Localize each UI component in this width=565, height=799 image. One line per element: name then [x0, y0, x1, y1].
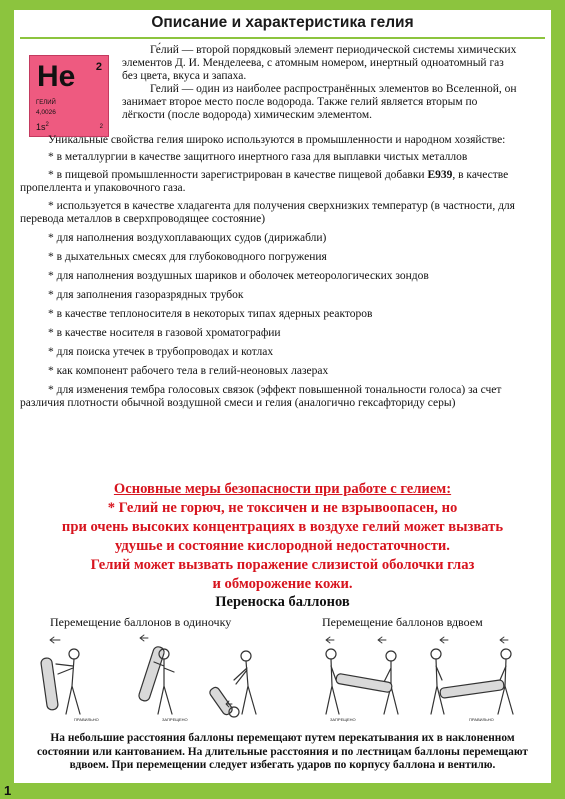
- use-item: * для поиска утечек в трубопроводах и котлах: [48, 346, 274, 358]
- page-title: Описание и характеристика гелия: [151, 14, 414, 31]
- element-number: 2: [95, 61, 102, 73]
- title-divider: [20, 37, 545, 39]
- element-config: [36, 122, 49, 132]
- food-additive-rest: , в качестве пропеллента и упаковочного газа.: [20, 169, 509, 194]
- page-number: 1: [4, 783, 12, 798]
- two-person-correct-figure: [431, 637, 513, 714]
- safety-line: Гелий может вызвать поражение слизистой оболочки глаз: [90, 557, 475, 573]
- use-item: * в качестве носителя в газовой хроматографии: [48, 327, 281, 339]
- safety-block: [34, 480, 531, 594]
- element-mass: 4,0026: [36, 109, 56, 116]
- uses-block: [20, 134, 544, 410]
- intro-paragraph-2: Гелий — один из наиболее распространённых элементов во Вселенной, он занимает второе место после водорода. Также гелий является вторым по лёгкости (после водорода) химическим элементом.: [122, 83, 517, 121]
- cylinder-carrying-illustration: [36, 628, 531, 722]
- element-name: ГЕЛИЙ: [36, 100, 56, 106]
- use-item: * для заполнения газоразрядных трубок: [48, 289, 244, 301]
- element-shell: 2: [99, 124, 103, 130]
- use-item: * как компонент рабочего тела в гелий-неоновых лазерах: [48, 365, 329, 377]
- two-person-forbidden-figure: [326, 637, 398, 714]
- forbidden-label-1: ЗАПРЕЩЕНО: [162, 717, 188, 722]
- use-item: * в дыхательных смесях для глубоководного погружения: [48, 251, 327, 263]
- element-config-sup: 2: [45, 122, 49, 128]
- use-item: * в металлургии в качестве защитного инертного газа для выплавки чистых металлов: [48, 151, 468, 163]
- footer-note: На небольшие расстояния баллоны перемещают путем перекатывания их в наклоненном состоянии или кантованием. На длительные расстояния и по лестницам баллоны перемещают вдвоем. При перемещении следует избегать ударов по корпусу баллона и вентилю.: [37, 732, 528, 771]
- carrying-title: Переноска баллонов: [215, 594, 350, 610]
- safety-line: и обморожение кожи.: [212, 576, 353, 592]
- single-carry-caption: Перемещение баллонов в одиночку: [50, 615, 232, 629]
- correct-label-2: ПРАВИЛЬНО: [469, 717, 494, 722]
- shoulder-carry-figure: [138, 635, 174, 714]
- intro-paragraph-3: Уникальные свойства гелия широко используются в промышленности и народном хозяйстве:: [48, 134, 506, 146]
- safety-heading: Основные меры безопасности при работе с гелием:: [113, 481, 452, 497]
- intro-paragraph-1: Ге́лий — второй порядковый элемент периодической системы химических элементов Д. И. Менделеева, с атомным номером, инертный одноатомный газ без цвета, вкуса и запаха.: [122, 44, 517, 82]
- use-item-text: * в пищевой промышленности зарегистрирован в качестве пищевой добавки: [48, 169, 425, 181]
- element-config-base: 1s: [36, 122, 46, 132]
- safety-line: * Гелий не горюч, не токсичен и не взрывоопасен, но: [107, 500, 458, 516]
- correct-label-1: ПРАВИЛЬНО: [74, 717, 99, 722]
- forbidden-label-2: ЗАПРЕЩЕНО: [330, 717, 356, 722]
- food-additive-code: E939: [427, 169, 453, 181]
- rolling-cylinder-figure: [208, 651, 256, 717]
- document-page: [14, 10, 551, 783]
- use-item: * для наполнения воздухоплавающих судов (дирижабли): [48, 232, 327, 244]
- double-carry-caption: Перемещение баллонов вдвоем: [322, 615, 483, 629]
- use-item: [20, 169, 544, 195]
- single-tilt-figure: [40, 637, 80, 714]
- safety-line: при очень высоких концентрациях в воздухе гелий может вызвать: [61, 519, 504, 535]
- use-item: * используется в качестве хладагента для получения сверхнизких температур (в частности, для перевода металлов в сверхпроводящее состояние): [20, 200, 515, 225]
- helium-element-tile: [29, 55, 109, 137]
- use-item: * в качестве теплоносителя в некоторых типах ядерных реакторов: [48, 308, 373, 320]
- safety-line: удушье и состояние кислородной недостаточности.: [115, 538, 450, 554]
- element-symbol: He: [37, 60, 76, 93]
- intro-block: [122, 44, 522, 122]
- use-item: * для наполнения воздушных шариков и оболочек метеорологических зондов: [48, 270, 429, 282]
- use-item: * для изменения тембра голосовых связок (эффект повышенной тональности голоса) за счет различия плотности обычной воздушной смеси и гелия (аналогично гексафториду серы): [20, 384, 502, 409]
